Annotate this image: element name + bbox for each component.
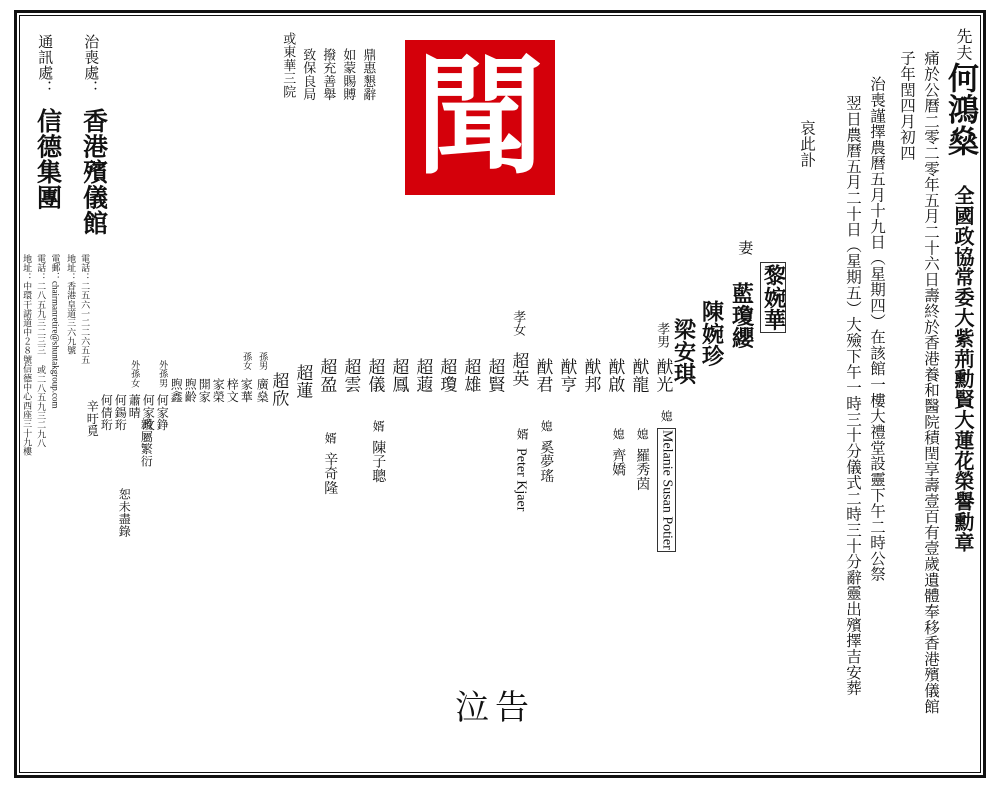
spouse-name-3: 齊嬌 bbox=[610, 448, 626, 477]
contact-label: 通訊處： bbox=[36, 34, 53, 96]
child-name-2: 猷龍 bbox=[629, 358, 649, 393]
child-name-12: 超鳳 bbox=[389, 358, 409, 393]
funeral-office-tel: 電話：二五六一二二六五五 bbox=[80, 254, 91, 365]
child-name-10: 超瓊 bbox=[437, 358, 457, 393]
couplet-line-4: 如蒙賜賻 bbox=[341, 48, 357, 102]
filial-son-label: 孝男 bbox=[655, 322, 671, 349]
granddaughter-label: 孫女 bbox=[242, 352, 253, 371]
seal-character-block bbox=[405, 40, 555, 195]
lunar-line: 子年閏四月初四 bbox=[898, 50, 915, 161]
grandchild-name-12: 何倩珩 bbox=[99, 394, 114, 431]
grandchild-name-5: 開家 bbox=[197, 378, 212, 403]
grandchild-name-8: 何家錚 bbox=[155, 394, 170, 431]
child-name-11: 超蕸 bbox=[413, 358, 433, 393]
child-name-9: 超雄 bbox=[461, 358, 481, 393]
spouse-name-6: 奚夢瑤 bbox=[538, 440, 554, 483]
grandchild-name-4: 家榮 bbox=[211, 378, 226, 403]
filial-daughter-label: 孝女 bbox=[511, 310, 527, 337]
child-name-3: 猷啟 bbox=[605, 358, 625, 393]
contact-tel: 電話：二八五九三二三三 或二八五九三二九八 bbox=[36, 254, 47, 448]
contact-name: 信德集團 bbox=[33, 108, 61, 210]
deceased-name: 何鴻燊 bbox=[943, 62, 978, 157]
funeral-office-address: 地址：香港皇道三六九號 bbox=[66, 254, 77, 355]
spouse-name-15: 辛奇隆 bbox=[322, 452, 338, 495]
wife-label: 妻 bbox=[736, 240, 753, 256]
wife-name-2: 藍瓊纓 bbox=[729, 282, 755, 350]
contact-address: 地址：中環干諾道中２８號信德中心西座三十九樓 bbox=[22, 254, 33, 456]
spouse-label-13: 婿 bbox=[371, 420, 386, 433]
spouse-name-13: 陳子聰 bbox=[370, 440, 386, 483]
closing-right: 恕未盡錄 bbox=[117, 488, 132, 537]
grandchild-name-9: 何家玫 bbox=[141, 394, 156, 431]
contact-email: 電郵：chairmanretire@shuntakgroup.com bbox=[50, 254, 61, 409]
spouse-label-15: 婿 bbox=[323, 432, 338, 445]
couplet-line-3: 撥充善舉 bbox=[321, 48, 337, 102]
spouse-name-2: 羅秀茵 bbox=[634, 448, 650, 491]
grandchild-name-2: 家華 bbox=[239, 378, 254, 403]
couplet-line-1: 或東華三院 bbox=[281, 32, 297, 99]
spouse-name-1: Melanie Susan Potier bbox=[657, 428, 676, 552]
service-line-1: 治喪謹擇農曆五月十九日（星期四）在該館一樓大禮堂設靈下午二時公祭 bbox=[868, 76, 885, 582]
child-name-4: 猷邦 bbox=[581, 358, 601, 393]
closing-note: 哀此訃 bbox=[798, 120, 815, 168]
grandson-label: 孫男 bbox=[258, 352, 269, 371]
child-name-5: 猷亨 bbox=[557, 358, 577, 393]
funeral-office-label: 治喪處： bbox=[82, 34, 99, 96]
funeral-office-name: 香港殯儀館 bbox=[79, 108, 107, 236]
couplet-line-2: 致保良局 bbox=[301, 48, 317, 102]
grandchild-name-3: 梓文 bbox=[225, 378, 240, 403]
spouse-name-7: Peter Kjaer bbox=[513, 448, 529, 512]
wife-name-1: 黎婉華 bbox=[761, 264, 787, 332]
child-name-13: 超儀 bbox=[365, 358, 385, 393]
child-name-6: 猷君 bbox=[533, 358, 553, 393]
couplet-line-5: 鼎惠懇辭 bbox=[361, 48, 377, 102]
death-line: 痛於公曆二零二零年五月二十六日壽終於香港養和醫院積閏享壽壹百有壹歲遺體奉移香港殯儀館 bbox=[922, 50, 939, 715]
spouse-label-3: 媳 bbox=[611, 428, 626, 441]
service-line-2: 翌日農曆五月二十日（星期五）大殮下午一時三十分儀式二時三十分辭靈出殯擇吉安葬 bbox=[844, 95, 861, 696]
great-granddaughter-label: 外孫女 bbox=[130, 360, 141, 388]
spouse-label-1: 媳 bbox=[659, 410, 674, 423]
child-name-7: 超英 bbox=[509, 352, 529, 387]
closing-left: 親屬繁衍 bbox=[139, 418, 154, 467]
grandchild-name-1: 廣燊 bbox=[255, 378, 270, 403]
grandchild-name-10: 蕭晴 bbox=[127, 394, 142, 419]
child-name-1: 猷光 bbox=[653, 358, 673, 393]
great-grandson-label: 外孫男 bbox=[158, 360, 169, 388]
grandchild-name-7: 煦鑫 bbox=[169, 378, 184, 403]
child-name-17: 超欣 bbox=[269, 372, 289, 407]
spouse-label-2: 媳 bbox=[635, 428, 650, 441]
child-name-16: 超蓮 bbox=[293, 364, 313, 399]
grandchild-name-6: 煦齡 bbox=[183, 378, 198, 403]
seal-character: 聞 bbox=[415, 46, 544, 189]
spouse-label-7: 婿 bbox=[515, 428, 530, 441]
relation-prefix: 先夫 bbox=[954, 28, 971, 61]
weeping-announcement: 泣告 bbox=[455, 690, 535, 727]
grandchild-name-11: 何鍚珩 bbox=[113, 394, 128, 431]
wife-name-3: 陳婉珍 bbox=[699, 300, 725, 368]
spouse-label-6: 媳 bbox=[539, 420, 554, 433]
child-name-15: 超盈 bbox=[317, 358, 337, 393]
child-name-8: 超賢 bbox=[485, 358, 505, 393]
deceased-titles: 全國政協常委大紫荊勳賢大蓮花榮譽勳章 bbox=[951, 185, 973, 553]
child-name-14: 超雲 bbox=[341, 358, 361, 393]
grandchild-name-13: 辛旴覓 bbox=[85, 400, 100, 437]
wife-name-4: 梁安琪 bbox=[671, 318, 697, 386]
